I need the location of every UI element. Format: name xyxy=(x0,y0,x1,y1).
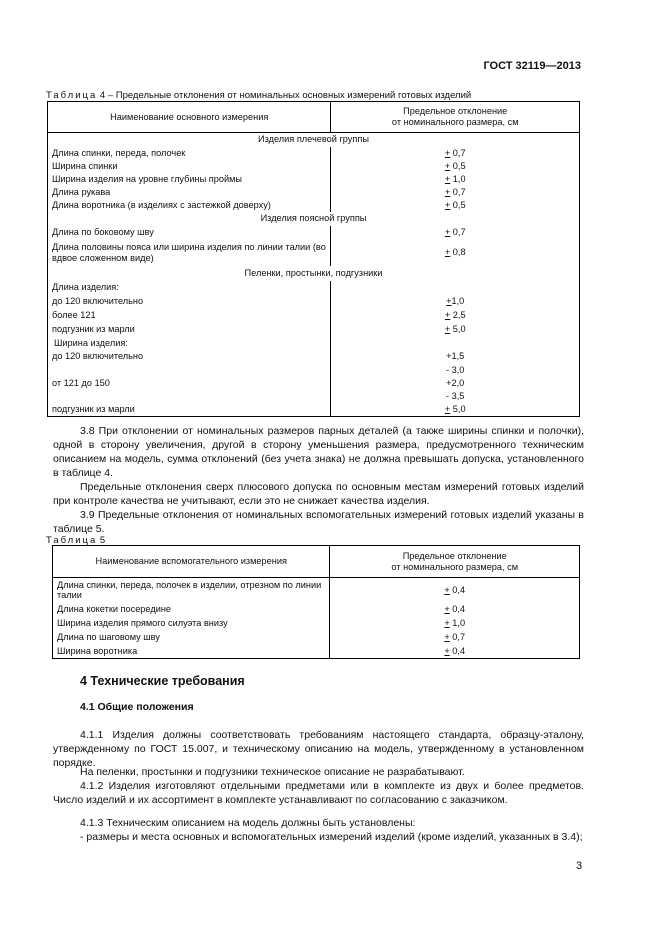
table-row-name: Длина по шаговому шву xyxy=(53,631,330,645)
table-row-name: подгузник из марли xyxy=(48,403,331,417)
plus-minus: + xyxy=(444,403,451,414)
table4-col2-line1: Предельное отклонение xyxy=(403,106,508,117)
table-row-value: - 3,0 xyxy=(331,364,580,377)
table-row-value xyxy=(331,295,580,309)
table-row-name xyxy=(48,364,331,377)
table-row-name: Длина половины пояса или ширина изделия по линии талии (во вдвое сложенном виде) xyxy=(48,240,331,266)
table-row-value xyxy=(331,226,580,240)
plus-minus: + xyxy=(444,173,451,184)
table-row-name: подгузник из марли xyxy=(48,323,331,337)
table-row-name: Ширина спинки xyxy=(48,160,331,173)
table-row-value xyxy=(331,337,580,350)
table-row-name: Длина кокетки посередине xyxy=(53,603,330,617)
plus-minus: + xyxy=(444,632,450,643)
table-row-value: - 3,5 xyxy=(331,390,580,403)
table-row-name: Длина рукава xyxy=(48,186,331,199)
table-row-value xyxy=(330,603,580,617)
paragraph-3-8-note: Предельные отклонения сверх плюсового допуска по основным местам измерений готовых изделий при контроле качества не учитывают, если это не снижает качества изделия. xyxy=(53,481,584,507)
table-row-value: +1,5 xyxy=(331,350,580,364)
table-row-value xyxy=(331,160,580,173)
table-row-value xyxy=(331,323,580,337)
plus-minus: + xyxy=(446,296,452,307)
value: 1,0 xyxy=(451,296,465,307)
table-row-name: от 121 до 150 xyxy=(48,377,331,390)
group-shoulder: Изделия плечевой группы xyxy=(48,133,580,147)
table-row-name: Длина спинки, переда, полочек xyxy=(48,147,331,160)
plus-minus: + xyxy=(444,604,450,615)
value: 0,8 xyxy=(450,247,466,258)
table-row-value xyxy=(330,578,580,603)
plus-minus: + xyxy=(444,247,451,258)
table5-col2-header xyxy=(330,546,580,578)
table-row-name: до 120 включительно xyxy=(48,350,331,364)
table-row-name: до 120 включительно xyxy=(48,295,331,309)
table-row-name xyxy=(48,390,331,403)
table4-number: 4 xyxy=(99,90,106,101)
value: 0,4 xyxy=(449,584,466,595)
table5-label: Таблица xyxy=(46,535,98,546)
paragraph-4-1-3: 4.1.3 Техническим описанием на модель должны быть установлены: xyxy=(80,817,416,829)
plus-minus: + xyxy=(444,199,451,210)
value: 0,7 xyxy=(450,227,466,238)
table-row-name: Ширина изделия: xyxy=(48,337,331,350)
table4 xyxy=(47,101,580,417)
table-row-value xyxy=(331,199,580,212)
table-row-value xyxy=(331,147,580,160)
paragraph-4-1-3-item: - размеры и места основных и вспомогательных измерений изделий (кроме изделий, указанных в 3.4); xyxy=(80,831,583,843)
value: 5,0 xyxy=(450,324,466,335)
plus-minus: + xyxy=(444,310,451,321)
plus-minus: + xyxy=(444,645,450,656)
table-row-name: Ширина воротника xyxy=(53,645,330,659)
table-row-value xyxy=(331,403,580,417)
value: 0,5 xyxy=(450,160,466,171)
value: 0,4 xyxy=(449,645,466,656)
plus-minus: + xyxy=(444,324,451,335)
value: 0,4 xyxy=(449,604,466,615)
paragraph-3-8: 3.8 При отклонении от номинальных размеров парных деталей (а также ширины спинки и полочки), одной в сторону увеличения, другой в сторону уменьшения размера, предусмотренного техническим описанием на модель, сумма отклонений (без учета знака) не должна превышать допуска, установленного в таблице 4. xyxy=(53,425,584,479)
table4-title: – Предельные отклонения от номинальных основных измерений готовых изделий xyxy=(105,90,472,101)
table5 xyxy=(52,545,580,659)
table-row-value xyxy=(331,240,580,266)
paragraph-4-1-2: 4.1.2 Изделия изготовляют отдельными предметами или в комплекте из двух и более предметов. Число изделий и их ассортимент в комплекте устанавливают по согласованию с заказчиком. xyxy=(53,780,584,806)
table4-caption xyxy=(46,90,471,101)
subsection-heading: 4.1 Общие положения xyxy=(80,701,194,713)
table-row-value xyxy=(330,631,580,645)
table4-col1-header: Наименование основного измерения xyxy=(48,102,331,133)
value: 5,0 xyxy=(450,403,466,414)
table5-col2-line1: Предельное отклонение xyxy=(402,550,507,561)
value: 1,0 xyxy=(450,173,466,184)
table-row-name: Ширина изделия на уровне глубины проймы xyxy=(48,173,331,186)
plus-minus: + xyxy=(444,618,450,629)
value: 0,7 xyxy=(450,186,466,197)
plus-minus: + xyxy=(444,160,451,171)
table-row-name: Ширина изделия прямого силуэта внизу xyxy=(53,617,330,631)
table4-col2-line2: от номинального размера, см xyxy=(391,117,519,127)
page-number: 3 xyxy=(576,860,583,872)
value: 1,0 xyxy=(449,618,466,629)
value: 0,7 xyxy=(450,147,466,158)
table-row-value xyxy=(331,186,580,199)
group-waist: Изделия поясной группы xyxy=(48,212,580,226)
table-row-value xyxy=(331,309,580,323)
plus-minus: + xyxy=(444,227,451,238)
table-row-value xyxy=(331,281,580,295)
table-row-value xyxy=(330,617,580,631)
paragraph-3-9: 3.9 Предельные отклонения от номинальных вспомогательных измерений готовых изделий указаны в таблице 5. xyxy=(53,509,584,535)
table4-col2-header xyxy=(331,102,580,133)
table5-number: 5 xyxy=(99,535,106,546)
group-diapers: Пеленки, простынки, подгузники xyxy=(48,266,580,281)
value: 2,5 xyxy=(450,310,466,321)
plus-minus: + xyxy=(444,186,451,197)
plus-minus: + xyxy=(444,147,451,158)
paragraph-4-1-1: 4.1.1 Изделия должны соответствовать требованиям настоящего стандарта, образцу-эталону, утвержденному по ГОСТ 15.007, и техническому описанию на модель, утвержденному в установленном порядке. xyxy=(53,729,584,769)
table-row-name: Длина изделия: xyxy=(48,281,331,295)
plus-minus: + xyxy=(444,584,450,595)
value: 0,7 xyxy=(449,632,466,643)
table-row-name: Длина воротника (в изделиях с застежкой доверху) xyxy=(48,199,331,212)
table-row-name: Длина по боковому шву xyxy=(48,226,331,240)
table-row-value xyxy=(330,645,580,659)
table-row-value: +2,0 xyxy=(331,377,580,390)
standard-number: ГОСТ 32119—2013 xyxy=(483,60,581,72)
paragraph-4-1-1-note: На пеленки, простынки и подгузники техническое описание не разрабатывают. xyxy=(80,766,465,778)
table5-col1-header: Наименование вспомогательного измерения xyxy=(53,546,330,578)
table-row-name: более 121 xyxy=(48,309,331,323)
section-heading: 4 Технические требования xyxy=(80,674,245,688)
table-row-value xyxy=(331,173,580,186)
table-row-name: Длина спинки, переда, полочек в изделии, отрезном по линии талии xyxy=(53,578,330,603)
table5-col2-line2: от номинального размера, см xyxy=(391,561,519,572)
value: 0,5 xyxy=(450,199,466,210)
table4-label: Таблица xyxy=(46,90,98,101)
